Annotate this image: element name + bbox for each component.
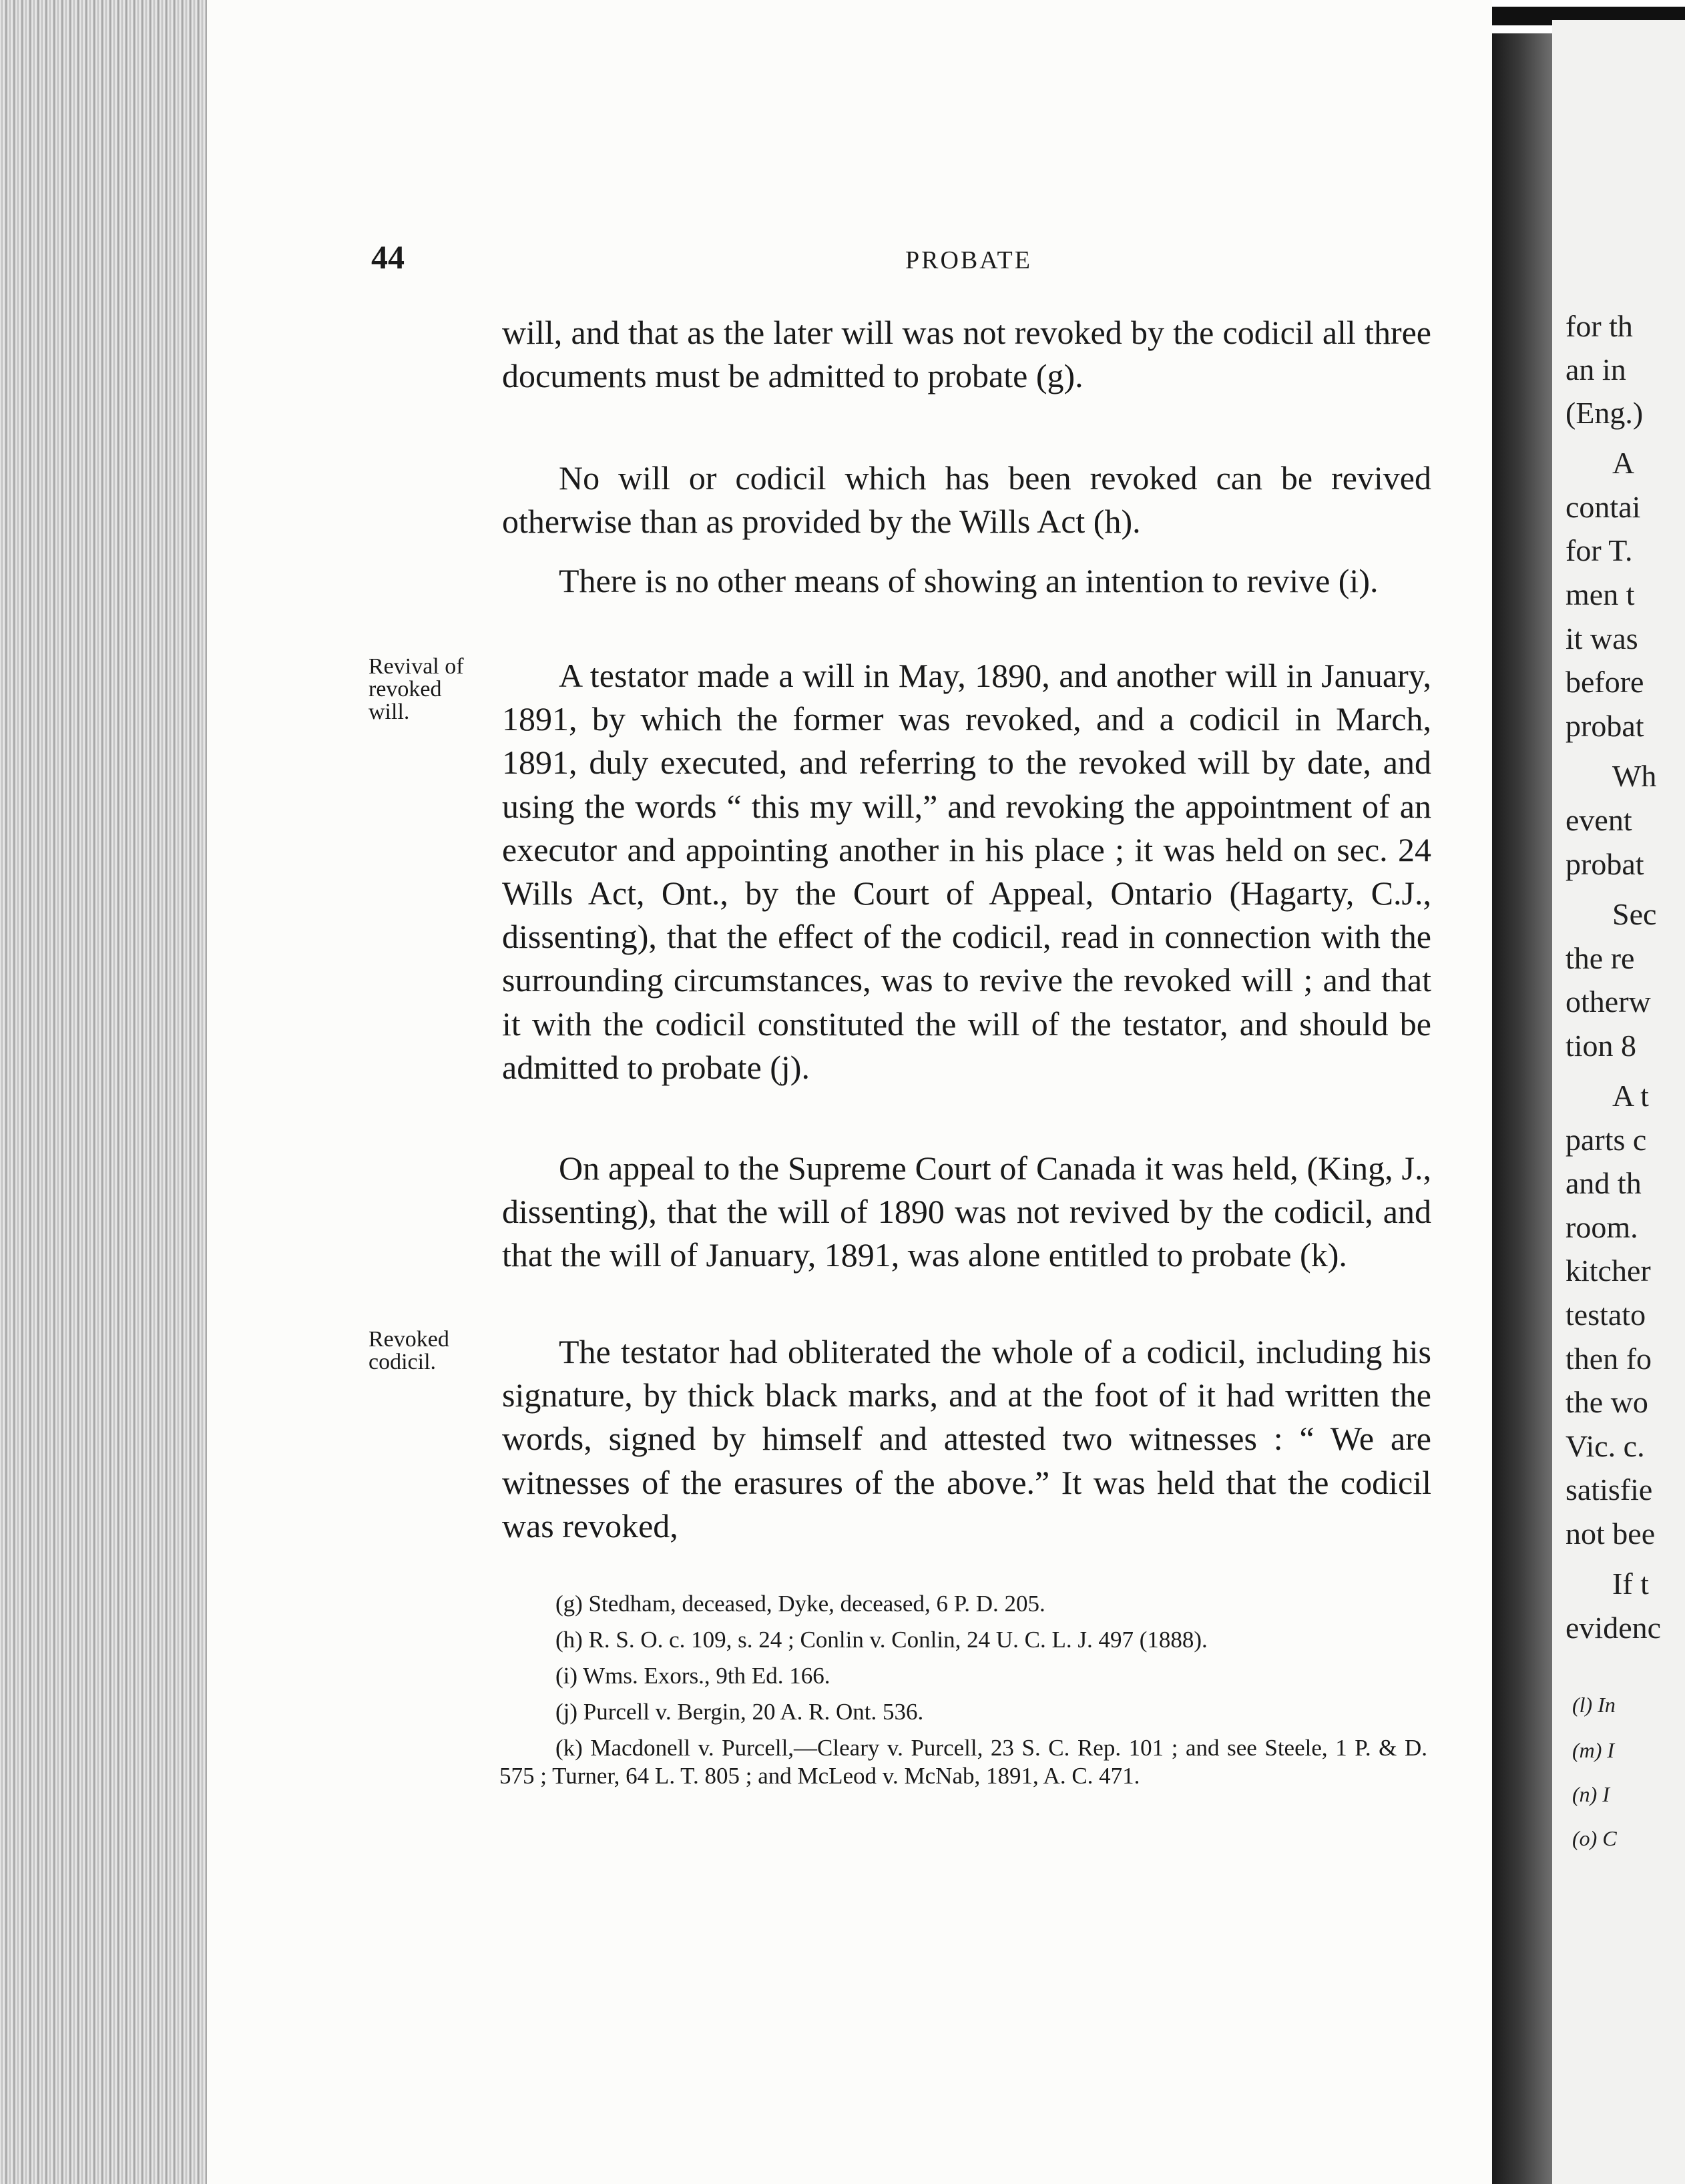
- paragraph: [502, 654, 1431, 1089]
- facing-line: (Eng.): [1566, 396, 1644, 430]
- margin-note-line: Revival of: [369, 654, 464, 679]
- facing-line: then fo: [1566, 1342, 1652, 1376]
- facing-line: men t: [1566, 577, 1635, 611]
- paragraph: [502, 559, 1431, 603]
- paragraph-text: A testator made a will in May, 1890, and another will in January, 1891, by which the former was revoked, and a codicil in March, 1891, duly executed, and referring to the revoked will by date, and using the words “ this my will,” and revoking the appointment of an executor and appointing another in his place ; it was held on sec. 24 Wills Act, Ont., by the Court of Appeal, Ontario (Hagarty, C.J., dissenting), that the effect of the codicil, read in connection with the surrounding circumstances, was to revive the revoked will ; and that it with the codicil constituted the will of the testator, and should be admitted to probate (j).: [502, 657, 1431, 1086]
- paragraph-text: There is no other means of showing an intention to revive (i).: [559, 562, 1379, 599]
- facing-line: the re: [1566, 941, 1635, 975]
- facing-line: probat: [1566, 847, 1644, 881]
- facing-line: an in: [1566, 352, 1626, 386]
- facing-line: room.: [1566, 1210, 1638, 1244]
- margin-note-revival: [369, 655, 502, 724]
- facing-line: for T.: [1566, 533, 1633, 567]
- facing-line: Vic. c.: [1566, 1429, 1645, 1463]
- facing-line: Wh: [1612, 759, 1657, 793]
- margin-note-line: codicil.: [369, 1350, 437, 1374]
- margin-note-line: Revoked: [369, 1327, 449, 1352]
- footnote-j: (j) Purcell v. Bergin, 20 A. R. Ont. 536.: [555, 1699, 924, 1725]
- paragraph: [502, 1330, 1431, 1548]
- facing-line: for th: [1566, 309, 1633, 343]
- facing-line: evidenc: [1566, 1611, 1662, 1645]
- facing-page: [1552, 20, 1685, 2184]
- footnotes: [499, 1590, 1427, 1798]
- running-title: PROBATE: [905, 246, 1032, 274]
- facing-line: probat: [1566, 709, 1644, 743]
- facing-footnote: (n) I: [1572, 1782, 1610, 1806]
- facing-line: contai: [1566, 490, 1641, 524]
- margin-note-revoked: [369, 1328, 502, 1374]
- facing-line: before: [1566, 665, 1644, 699]
- facing-line: A: [1612, 446, 1635, 480]
- footnote-g: (g) Stedham, deceased, Dyke, deceased, 6 P. D. 205.: [555, 1591, 1045, 1617]
- book-page-edges: [0, 0, 207, 2184]
- paragraph-text: The testator had obliterated the whole of a codicil, including his signature, by thick black marks, and at the foot of it had written the words, signed by himself and attested two witnesses : “ We are witnesses of the erasures of the above.” It was held that the codicil was revoked,: [502, 1333, 1431, 1545]
- facing-line: parts c: [1566, 1123, 1647, 1157]
- facing-line: satisfie: [1566, 1472, 1653, 1507]
- footnote-h: (h) R. S. O. c. 109, s. 24 ; Conlin v. Conlin, 24 U. C. L. J. 497 (1888).: [555, 1627, 1208, 1653]
- footnote-k: (k) Macdonell v. Purcell,—Cleary v. Purcell, 23 S. C. Rep. 101 ; and see Steele, 1 P. & D. 575 ; Turner, 64 L. T. 805 ; and McLeod v. McNab, 1891, A. C. 471.: [499, 1735, 1427, 1789]
- footnote-i: (i) Wms. Exors., 9th Ed. 166.: [555, 1663, 830, 1689]
- facing-footnote: (l) In: [1572, 1693, 1616, 1717]
- facing-line: and th: [1566, 1166, 1642, 1200]
- paragraph: [502, 457, 1431, 543]
- paragraph-text: On appeal to the Supreme Court of Canada it was held, (King, J., dissenting), that the will of 1890 was not revived by the codicil, and that the will of January, 1891, was alone entitled to probate (k).: [502, 1149, 1431, 1274]
- page-number: 44: [371, 238, 405, 276]
- paragraph: [502, 1147, 1431, 1278]
- facing-line: A t: [1612, 1079, 1649, 1113]
- paragraph-text: No will or codicil which has been revoked can be revived otherwise than as provided by the Wills Act (h).: [502, 459, 1431, 541]
- facing-line: event: [1566, 803, 1632, 837]
- facing-line: the wo: [1566, 1385, 1648, 1419]
- paragraph-text: will, and that as the later will was not revoked by the codicil all three documents must be admitted to probate (g).: [502, 314, 1431, 395]
- facing-line: testato: [1566, 1298, 1646, 1332]
- facing-footnote: (o) C: [1572, 1826, 1617, 1850]
- facing-line: tion 8: [1566, 1029, 1637, 1063]
- paragraph: [502, 311, 1431, 398]
- facing-line: otherw: [1566, 985, 1651, 1019]
- facing-line: it was: [1566, 621, 1638, 655]
- facing-line: not bee: [1566, 1517, 1656, 1551]
- book-gutter: [1492, 33, 1552, 2184]
- facing-footnote: (m) I: [1572, 1738, 1615, 1762]
- facing-line: kitcher: [1566, 1254, 1651, 1288]
- margin-note-line: will.: [369, 700, 410, 724]
- margin-note-line: revoked: [369, 677, 442, 702]
- facing-line: Sec: [1612, 897, 1657, 931]
- facing-line: If t: [1612, 1567, 1649, 1601]
